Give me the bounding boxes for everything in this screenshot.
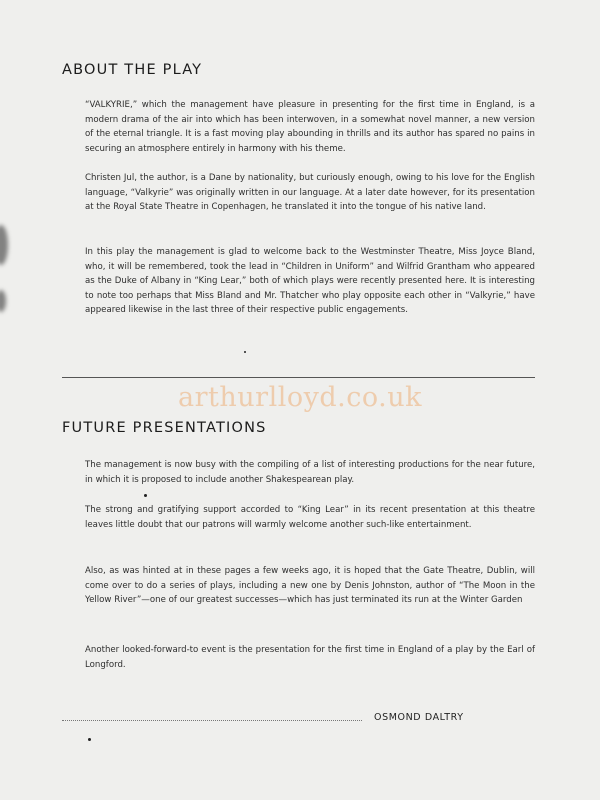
section-divider (62, 377, 535, 378)
future-heading: FUTURE PRESENTATIONS (62, 420, 267, 436)
margin-smudge (0, 290, 6, 312)
future-paragraph-1: The management is now busy with the compiling of a list of interesting productions for the near future, in which it is proposed to include another Shakespearean play. (85, 460, 535, 485)
about-paragraph-3: In this play the management is glad to welcome back to the Westminster Theatre, Miss Joyce Bland, who, it will be remembered, took the lead in “Children in Uniform” and Wilfrid Grantham who appeared as the Duke of Albany in “King Lear,” both of which plays were recently presented here. It is interesting to note too perhaps that Miss Bland and Mr. Thatcher who play opposite each other in “Valkyrie,” have appeared likewise in the last three of their respective public engagements. (85, 247, 535, 316)
future-paragraph-3: Also, as was hinted at in these pages a few weeks ago, it is hoped that the Gate Theatre, Dublin, will come over to do a series of plays, including a new one by Denis Johnston, author of “The Moon in the Yellow River”—one of our greatest successes—which has just terminated its run at the Winter Garden (85, 566, 535, 606)
about-paragraph-2: Christen Jul, the author, is a Dane by nationality, but curiously enough, owing to his love for the English language, “Valkyrie” was originally written in our language. At a later date however, for its presentation at the Royal State Theatre in Copenhagen, he translated it into the tongue of his native land. (85, 173, 535, 213)
future-paragraph-2: The strong and gratifying support accorded to “King Lear” in its recent presentation at this theatre leaves little doubt that our patrons will warmly welcome another such-like entertainment. (85, 505, 535, 530)
signature: OSMOND DALTRY (374, 712, 464, 723)
print-speck (244, 351, 246, 353)
watermark: arthurlloyd.co.uk (178, 382, 422, 413)
future-paragraph-4: Another looked-forward-to event is the presentation for the first time in England of a play by the Earl of Longford. (85, 645, 535, 670)
print-speck (144, 494, 147, 497)
print-speck (88, 738, 91, 741)
margin-smudge (0, 225, 8, 265)
about-paragraph-1: “VALKYRIE,” which the management have pleasure in presenting for the first time in England, is a modern drama of the air into which has been interwoven, in a somewhat novel manner, a new version of the eternal triangle. It is a fast moving play abounding in thrills and its author has spared no pains in securing an atmosphere entirely in harmony with his theme. (85, 100, 535, 154)
signature-line (62, 720, 362, 721)
about-heading: ABOUT THE PLAY (62, 62, 203, 78)
